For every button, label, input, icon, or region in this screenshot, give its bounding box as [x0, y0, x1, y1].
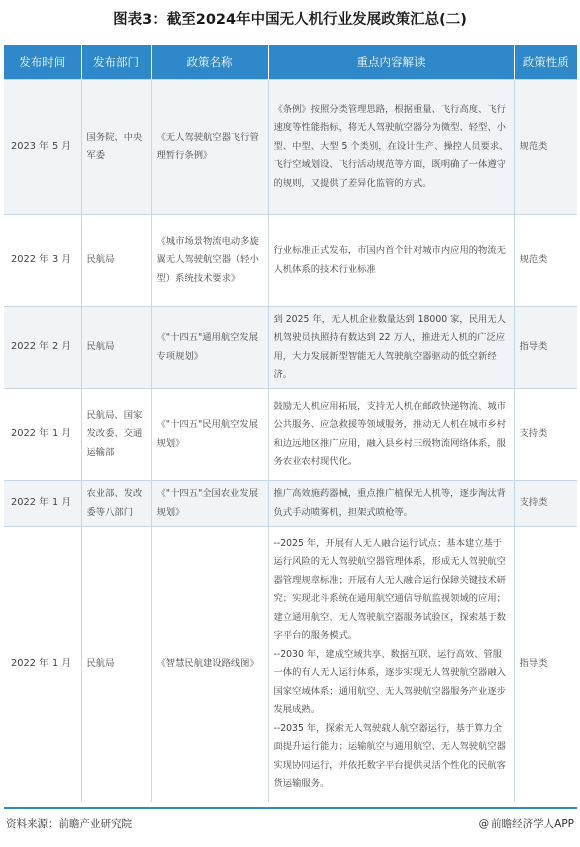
- cell-dept: 民航局、国家发改委、交通运输部: [81, 389, 151, 481]
- cell-dept: 民航局: [81, 527, 151, 802]
- table-row: [4, 481, 577, 527]
- cell-policy-name: 《城市场景物流电动多旋翼无人驾驶航空器（轻小型）系统技术要求》: [151, 215, 268, 307]
- header-dept: 发布部门: [81, 45, 151, 80]
- at-sign-icon: @: [478, 818, 490, 830]
- cell-policy-name: 《无人驾驶航空器飞行管理暂行条例》: [151, 80, 268, 215]
- cell-dept: 国务院、中央军委: [81, 80, 151, 215]
- cell-policy-name: 《智慧民航建设路线图》: [151, 527, 268, 802]
- cell-content: [268, 527, 514, 802]
- brand-credit: [479, 816, 574, 832]
- header-content: 重点内容解读: [268, 45, 514, 80]
- cell-policy-type: 指导类: [514, 307, 577, 389]
- content-paragraph-2035: --2035 年，探索无人驾驶载人航空器运行，基于算力全面提升运行能力；运输航空与通用航空、无人驾驶航空器实现协同运行，并依托数字平台提供灵活个性化的民航客货运输服务。: [273, 722, 506, 790]
- content-paragraph-2025: --2025 年，开展有人无人融合运行试点；基本建立基于运行风险的无人驾驶航空器管理体系，形成无人驾驶航空器管理规章标准；开展有人无人融合运行保障关键技术研究；实现北斗系统在通用航空通信导航监视领域的应用；建立通用航空、无人驾驶航空器服务试验区，探索基于数字平台的服务模式。: [273, 537, 506, 642]
- policy-table: [4, 45, 577, 802]
- source-note: 资料来源：前瞻产业研究院: [6, 818, 132, 830]
- cell-content: 到 2025 年，无人机企业数量达到 18000 家，民用无人机驾驶员执照持有数达到 22 万人，推进无人机的广泛应用，大力发展新型智能无人驾驶航空器驱动的低空新经济。: [268, 307, 514, 389]
- cell-time: 2023 年 5 月: [4, 80, 81, 215]
- cell-policy-name: 《"十四五"全国农业发展规划》: [151, 481, 268, 527]
- cell-policy-type: 规范类: [514, 80, 577, 215]
- cell-policy-name: 《"十四五"通用航空发展专项规划》: [151, 307, 268, 389]
- page-title: 图表3：截至2024年中国无人机行业发展政策汇总(二): [113, 12, 467, 28]
- brand-name: 前瞻经济学人APP: [491, 818, 574, 830]
- cell-policy-type: 支持类: [514, 481, 577, 527]
- table-row: [4, 80, 577, 215]
- bottom-divider: [4, 807, 577, 809]
- table-header-row: [4, 45, 577, 80]
- cell-policy-type: 规范类: [514, 215, 577, 307]
- cell-content: 鼓励无人机应用拓展，支持无人机在邮政快递物流、城市公共服务、应急救援等领域服务，推动无人机在城市乡村和边远地区推广应用，融入县乡村三级物流网络体系，服务农业农村现代化。: [268, 389, 514, 481]
- cell-dept: 农业部、发改委等八部门: [81, 481, 151, 527]
- header-policy-name: 政策名称: [151, 45, 268, 80]
- header-policy-type: 政策性质: [514, 45, 577, 80]
- cell-policy-type: 指导类: [514, 527, 577, 802]
- cell-time: 2022 年 2 月: [4, 307, 81, 389]
- header-time: 发布时间: [4, 45, 81, 80]
- cell-dept: 民航局: [81, 215, 151, 307]
- table-row: [4, 389, 577, 481]
- cell-time: 2022 年 3 月: [4, 215, 81, 307]
- table-row: [4, 307, 577, 389]
- table-row: [4, 527, 577, 802]
- table-row: [4, 215, 577, 307]
- cell-dept: 民航局: [81, 307, 151, 389]
- cell-time: 2022 年 1 月: [4, 527, 81, 802]
- content-paragraph-2030: --2030 年，建成空域共享、数据互联、运行高效、管服一体的有人无人运行体系，逐步实现无人驾驶航空器融入国家空域体系；通用航空、无人驾驶航空器服务产业逐步发展成熟。: [273, 648, 506, 716]
- cell-content: 行业标准正式发布，市国内首个针对城市内应用的物流无人机体系的技术行业标准: [268, 215, 514, 307]
- cell-time: 2022 年 1 月: [4, 389, 81, 481]
- cell-time: 2022 年 1 月: [4, 481, 81, 527]
- cell-content: 《条例》按照分类管理思路，根据重量、飞行高度、飞行速度等性能指标，将无人驾驶航空器分为微型、轻型、小型、中型、大型 5 个类别，在设计生产、操控人员要求、飞行空域划设、飞行活动规范等方面，既明确了一体遵守的规则，又提供了差异化监管的方式。: [268, 80, 514, 215]
- cell-policy-type: 支持类: [514, 389, 577, 481]
- cell-content: 推广高效施药器械，重点推广植保无人机等，逐步淘汰背负式手动喷雾机，担架式喷枪等。: [268, 481, 514, 527]
- cell-policy-name: 《"十四五"民用航空发展规划》: [151, 389, 268, 481]
